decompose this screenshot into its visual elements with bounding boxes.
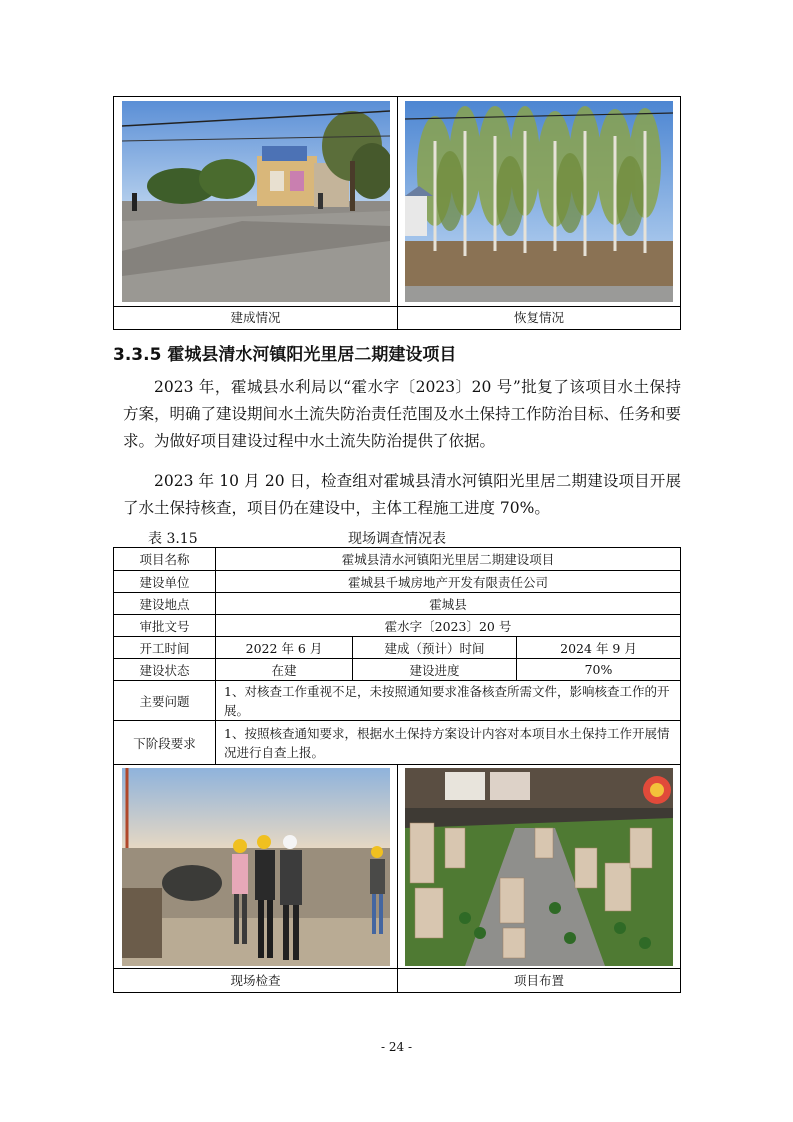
bottom-left-caption: 现场检查 xyxy=(230,973,281,988)
issues-label: 主要问题 xyxy=(139,693,190,709)
table-title: 现场调查情况表 xyxy=(348,531,446,547)
top-left-caption: 建成情况 xyxy=(230,310,281,325)
bottom-right-caption: 项目布置 xyxy=(513,973,564,988)
start-value: 2022 年 6 月 xyxy=(245,640,323,656)
status-value: 在建 xyxy=(271,662,297,678)
next-value: 1、按照核查通知要求，根据水土保持方案设计内容对本项目水土保持工作开展情况进行自查上报。 xyxy=(224,725,670,760)
top-right-caption: 恢复情况 xyxy=(513,310,564,325)
poplar-trees-photo xyxy=(405,101,673,302)
end-value: 2024 年 9 月 xyxy=(560,640,637,656)
status-label: 建设状态 xyxy=(139,662,190,678)
project-name-value: 霍城县清水河镇阳光里居二期建设项目 xyxy=(341,552,555,567)
approval-value: 霍水字〔2023〕20 号 xyxy=(384,618,512,634)
paragraph-2: 2023 年 10 月 20 日，检查组对霍城县清水河镇阳光里居二期建设项目开展了水土保持核查，项目仍在建设中，主体工程施工进度 70%。 xyxy=(123,472,681,517)
unit-label: 建设单位 xyxy=(139,574,190,590)
page-number: - 24 - xyxy=(380,1040,412,1054)
location-label: 建设地点 xyxy=(139,596,190,612)
unit-value: 霍城县千城房地产开发有限责任公司 xyxy=(347,574,548,590)
progress-value: 70% xyxy=(584,662,613,677)
location-value: 霍城县 xyxy=(429,596,467,612)
street-scene-photo xyxy=(122,101,390,302)
survey-table xyxy=(113,547,681,993)
table-number: 表 3.15 xyxy=(148,531,198,547)
top-photo-table xyxy=(113,96,681,330)
project-layout-photo xyxy=(405,768,673,966)
end-label: 建成（预计）时间 xyxy=(384,640,485,656)
next-label: 下阶段要求 xyxy=(133,735,196,751)
issues-value: 1、对核查工作重视不足，未按照通知要求准备核查所需文件，影响核查工作的开展。 xyxy=(224,683,670,718)
approval-label: 审批文号 xyxy=(139,618,190,634)
start-label: 开工时间 xyxy=(139,640,190,656)
section-heading: 3.3.5 霍城县清水河镇阳光里居二期建设项目 xyxy=(113,345,457,365)
project-name-label: 项目名称 xyxy=(139,552,190,567)
site-inspection-photo xyxy=(122,768,390,966)
progress-label: 建设进度 xyxy=(409,662,460,678)
paragraph-1: 2023 年，霍城县水利局以“霍水字〔2023〕20 号”批复了该项目水土保持方案，明确了建设期间水土流失防治责任范围及水土保持工作防治目标、任务和要求。为做好项目建设过程中水土流失防治提供了依据。 xyxy=(123,378,682,450)
